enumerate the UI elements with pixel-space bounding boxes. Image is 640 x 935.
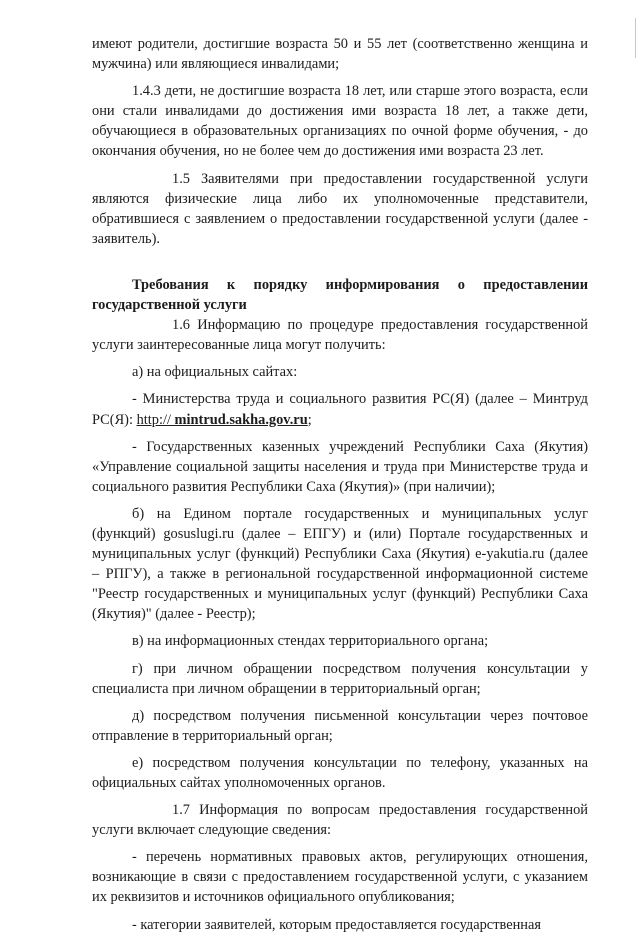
clause-number-1-5: 1.5	[172, 170, 190, 187]
item-e-phone-consultation: е) посредством получения консультации по телефону, указанных на официальных сайтах уполномоченных органов.	[92, 754, 588, 791]
item-g-personal-visit: г) при личном обращении посредством получения консультации у специалиста при личном обращении в территориальный орган;	[92, 660, 588, 697]
item-a-official-sites: а) на официальных сайтах:	[132, 364, 298, 381]
paragraph-1-6-information	[92, 315, 588, 355]
item-v-info-stands: в) на информационных стендах территориального органа;	[132, 633, 489, 650]
ministry-site-link-prefix: http://	[136, 411, 175, 428]
ministry-site-text: - Министерства труда и социального развития РС(Я) (далее – Минтруд РС(Я):	[92, 391, 588, 428]
item-applicant-categories: - категории заявителей, которым предоставляется государственная	[132, 916, 541, 933]
clause-text-1-6: Информацию по процедуре предоставления государственной услуги заинтересованные лица могут получить:	[92, 317, 588, 354]
clause-number-1-7: 1.7	[172, 802, 190, 819]
clause-text-1-7: Информация по вопросам предоставления государственной услуги включает следующие сведения:	[92, 802, 588, 839]
scan-edge-mark	[629, 18, 636, 58]
section-heading-informing: Требования к порядку информирования о предоставлении государственной услуги	[92, 276, 588, 314]
ministry-site-link[interactable]: mintrud.sakha.gov.ru	[174, 411, 308, 428]
paragraph-1-7-information-content	[92, 800, 588, 840]
item-ministry-site	[92, 389, 588, 429]
clause-number-1-6: 1.6	[172, 317, 190, 334]
item-d-written-consultation: д) посредством получения письменной консультации через почтовое отправление в территориальный орган;	[92, 707, 588, 744]
item-legal-acts: - перечень нормативных правовых актов, регулирующих отношения, возникающие в связи с предоставлением государственной услуги, с указанием их реквизитов и источников официального опубликования;	[92, 849, 588, 906]
item-government-institutions: - Государственных казенных учреждений Республики Саха (Якутия) «Управление социальной защиты населения и труда при Министерстве труда и социального развития Республики Саха (Якутия)» (при наличии);	[92, 438, 588, 495]
paragraph-1-4-3-children: 1.4.3 дети, не достигшие возраста 18 лет, или старше этого возраста, если они стали инвалидами до достижения ими возраста 18 лет, а также дети, обучающиеся в образовательных организациях по очной форме обучения, - до окончания обучения, но не более чем до достижения ими возраста 23 лет.	[92, 83, 588, 160]
ministry-site-end: ;	[307, 411, 312, 428]
item-b-unified-portal: б) на Едином портале государственных и муниципальных услуг (функций) gosuslugi.ru (далее – ЕПГУ) и (или) Портале государственных и муниципальных услуг (функций) Республики Саха (Якутия) e-yakutia.ru (далее – РПГУ), а также в региональной государственной информационной системе "Реестр государственных и муниципальных услуг (функций) Республики Саха (Якутия)" (далее - Реестр);	[92, 505, 588, 623]
document-page	[92, 34, 588, 935]
paragraph-parents-age: имеют родители, достигшие возраста 50 и 55 лет (соответственно женщина и мужчина) или являющиеся инвалидами;	[92, 36, 588, 73]
clause-text-1-5: Заявителями при предоставлении государственной услуги являются физические лица либо их уполномоченные представители, обратившиеся с заявлением о предоставлении государственной услуги (далее - заявитель).	[92, 170, 588, 247]
paragraph-1-5-applicants	[92, 169, 588, 249]
